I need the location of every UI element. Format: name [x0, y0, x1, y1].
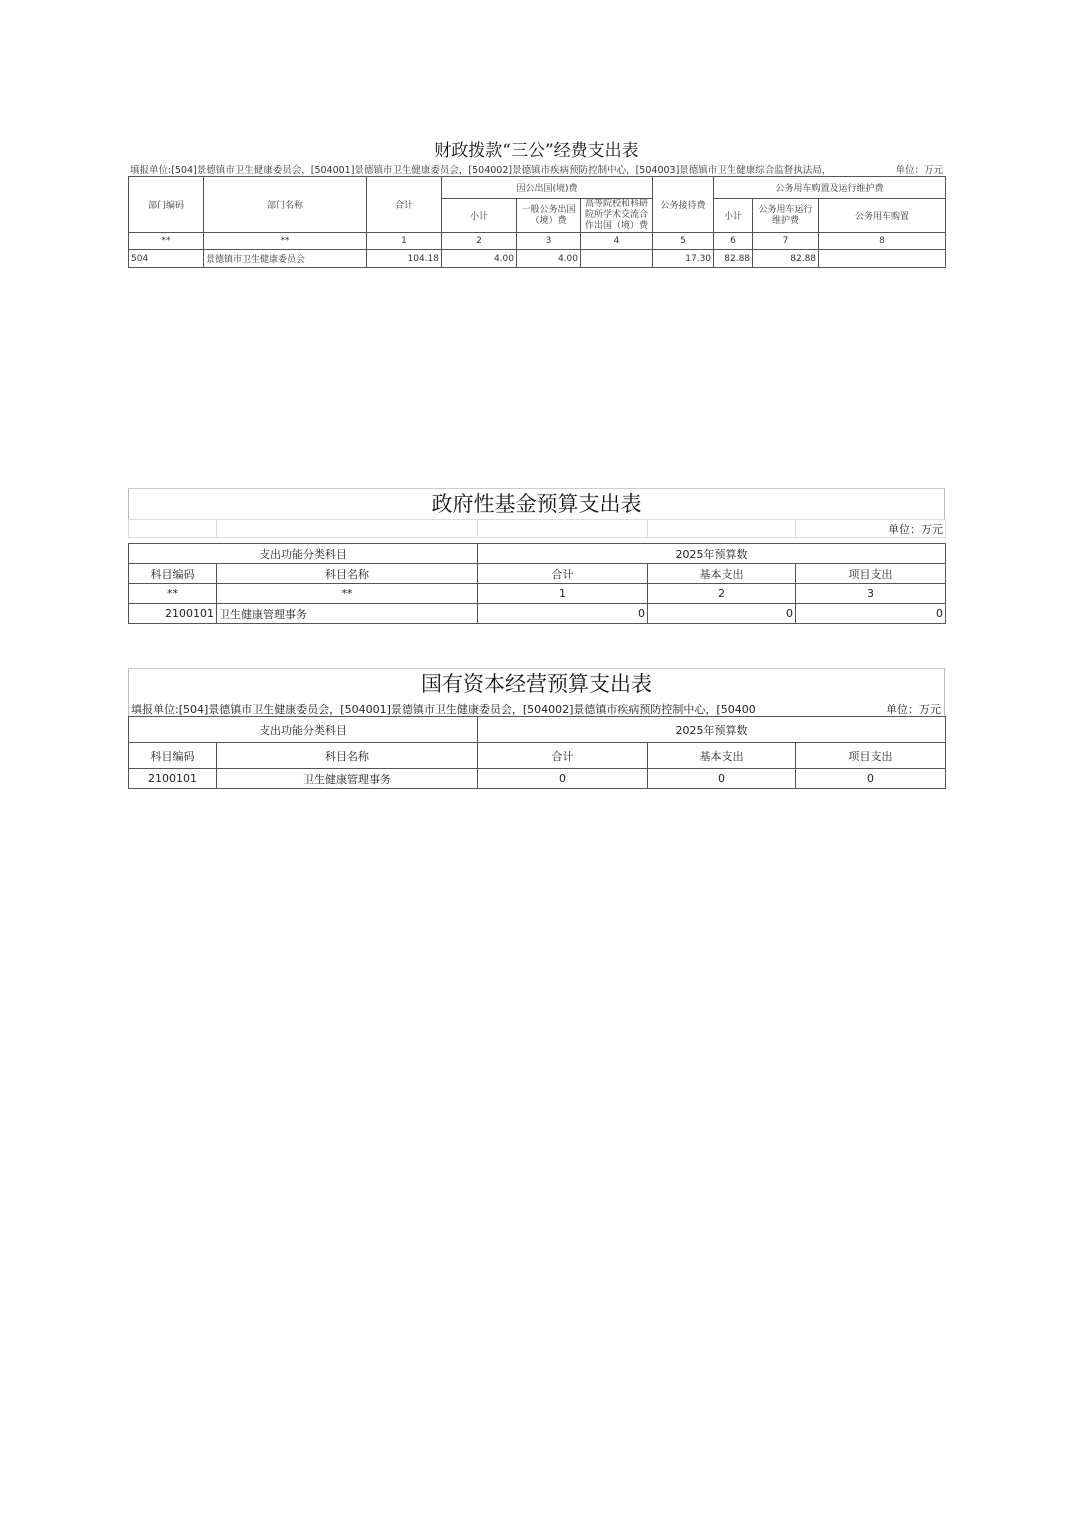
index-cell: 3 — [517, 233, 581, 250]
cell-subject-code: 2100101 — [129, 769, 217, 789]
sanggong-org: 填报单位:[504]景德镇市卫生健康委员会，[504001]景德镇市卫生健康委员会，[504002]景德镇市疾病预防控制中心，[504003]景德镇市卫生健康综合监督执法局， — [130, 165, 832, 176]
stateasset-table — [128, 716, 946, 789]
header-abroad-subtotal: 小计 — [442, 199, 517, 233]
index-cell: ** — [204, 233, 367, 250]
cell-vehicle-subtotal: 82.88 — [714, 250, 753, 268]
stateasset-meta — [128, 699, 945, 716]
cell-abroad-academic — [581, 250, 653, 268]
stateasset-header-budget-year: 2025年预算数 — [478, 717, 946, 743]
cell-project: 0 — [796, 604, 946, 624]
cell-subject-name: 卫生健康管理事务 — [217, 769, 478, 789]
stateasset-header-total: 合计 — [478, 743, 648, 769]
cell-vehicle-operation: 82.88 — [753, 250, 819, 268]
govfund-title-box — [128, 488, 945, 519]
index-cell: ** — [129, 584, 217, 604]
cell-dept-name: 景德镇市卫生健康委员会 — [204, 250, 367, 268]
cell-total: 0 — [478, 604, 648, 624]
cell-total: 0 — [478, 769, 648, 789]
index-cell: 8 — [819, 233, 946, 250]
govfund-header-project: 项目支出 — [796, 564, 946, 584]
govfund-header-total: 合计 — [478, 564, 648, 584]
govfund-index-row — [129, 584, 946, 604]
sanggong-table — [128, 176, 946, 268]
govfund-title: 政府性基金预算支出表 — [431, 492, 642, 516]
cell-subject-name: 卫生健康管理事务 — [217, 604, 478, 624]
cell-abroad-general: 4.00 — [517, 250, 581, 268]
stateasset-header-subject-code: 科目编码 — [129, 743, 217, 769]
stateasset-header-subject-name: 科目名称 — [217, 743, 478, 769]
header-vehicle-group: 公务用车购置及运行维护费 — [714, 177, 946, 199]
sanggong-section — [128, 140, 945, 268]
index-cell: 1 — [478, 584, 648, 604]
govfund-header-subject-name: 科目名称 — [217, 564, 478, 584]
header-dept-name: 部门名称 — [204, 177, 367, 233]
stateasset-org: 填报单位:[504]景德镇市卫生健康委员会，[504001]景德镇市卫生健康委员会，[504002]景德镇市疾病预防控制中心，[50400 — [131, 703, 756, 716]
index-cell: ** — [129, 233, 204, 250]
header-reception: 公务接待费 — [653, 177, 714, 233]
header-vehicle-operation: 公务用车运行维护费 — [753, 199, 819, 233]
govfund-unit: 单位：万元 — [796, 520, 946, 538]
cell-basic: 0 — [648, 604, 796, 624]
index-cell: 2 — [648, 584, 796, 604]
stateasset-header-project: 项目支出 — [796, 743, 946, 769]
stateasset-header-basic: 基本支出 — [648, 743, 796, 769]
stateasset-title: 国有资本经营预算支出表 — [421, 672, 652, 696]
cell-basic: 0 — [648, 769, 796, 789]
index-cell: ** — [217, 584, 478, 604]
header-abroad-group: 因公出国(境)费 — [442, 177, 653, 199]
table-row — [129, 250, 946, 268]
sanggong-title: 财政拨款“三公”经费支出表 — [434, 141, 639, 161]
stateasset-unit: 单位：万元 — [886, 703, 941, 716]
sanggong-meta — [128, 162, 945, 176]
header-abroad-general: 一般公务出国（境）费 — [517, 199, 581, 233]
index-row — [129, 233, 946, 250]
header-dept-code: 部门编码 — [129, 177, 204, 233]
cell-subject-code: 2100101 — [129, 604, 217, 624]
stateasset-title-box — [128, 668, 945, 699]
header-vehicle-subtotal: 小计 — [714, 199, 753, 233]
index-cell: 4 — [581, 233, 653, 250]
govfund-section — [128, 488, 945, 624]
govfund-header-budget-year: 2025年预算数 — [478, 544, 946, 564]
govfund-unit-row — [129, 520, 946, 538]
header-abroad-academic: 高等院校和科研院所学术交流合作出国（境）费 — [581, 199, 653, 233]
cell-project: 0 — [796, 769, 946, 789]
header-total: 合计 — [367, 177, 442, 233]
cell-total: 104.18 — [367, 250, 442, 268]
govfund-table — [128, 519, 946, 624]
index-cell: 2 — [442, 233, 517, 250]
cell-dept-code: 504 — [129, 250, 204, 268]
table-row — [129, 769, 946, 789]
stateasset-section — [128, 668, 945, 789]
index-cell: 1 — [367, 233, 442, 250]
sanggong-unit: 单位：万元 — [895, 165, 943, 176]
govfund-header-func-class: 支出功能分类科目 — [129, 544, 478, 564]
govfund-header-subject-code: 科目编码 — [129, 564, 217, 584]
index-cell: 5 — [653, 233, 714, 250]
table-row — [129, 604, 946, 624]
index-cell: 6 — [714, 233, 753, 250]
cell-reception: 17.30 — [653, 250, 714, 268]
cell-abroad-subtotal: 4.00 — [442, 250, 517, 268]
index-cell: 7 — [753, 233, 819, 250]
stateasset-header-func-class: 支出功能分类科目 — [129, 717, 478, 743]
header-vehicle-purchase: 公务用车购置 — [819, 199, 946, 233]
cell-vehicle-purchase — [819, 250, 946, 268]
index-cell: 3 — [796, 584, 946, 604]
govfund-header-basic: 基本支出 — [648, 564, 796, 584]
